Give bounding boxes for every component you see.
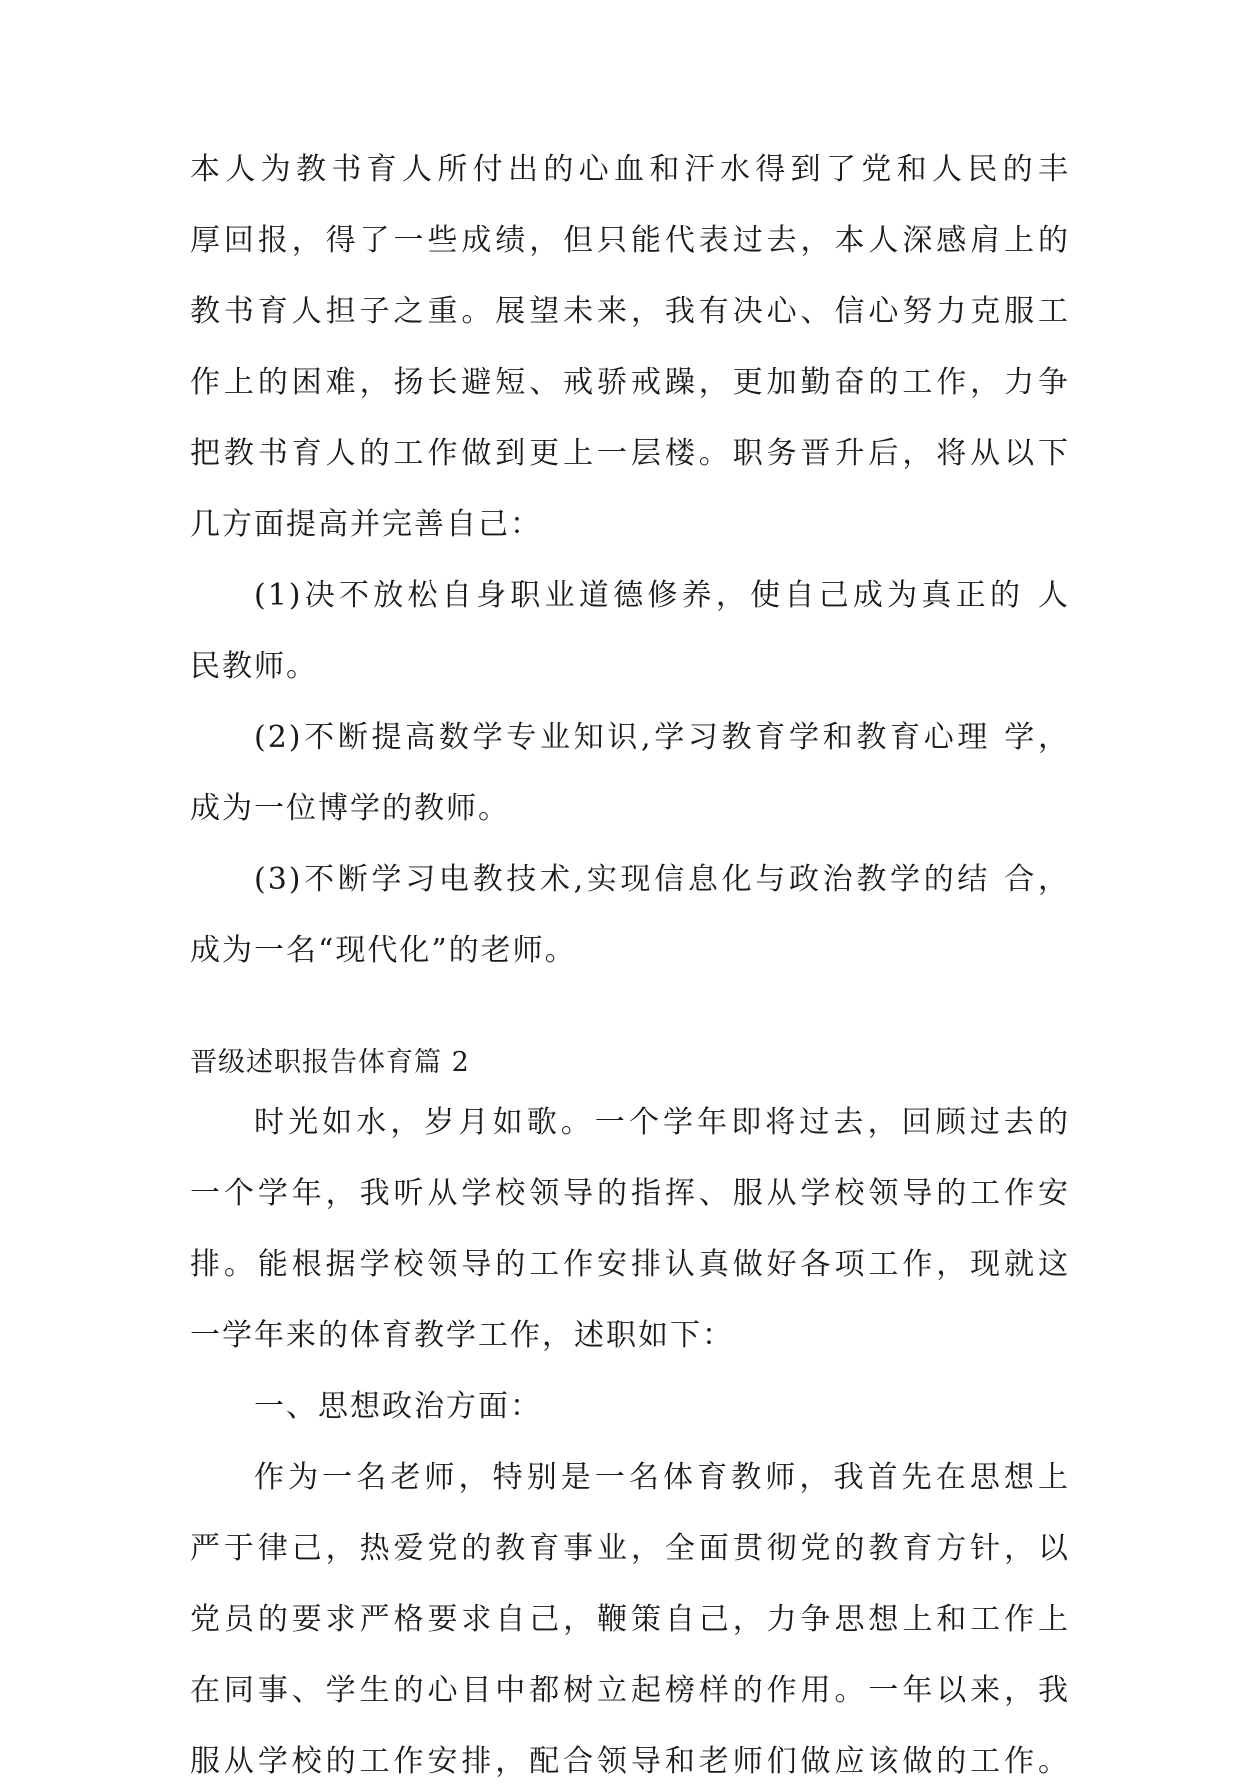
list-item-line: 民教师。 xyxy=(190,649,318,684)
paragraph-line: 教书育人担子之重。展望未来，我有决心、信心努力克服工 xyxy=(190,294,1070,329)
paragraph-line: 在同事、学生的心目中都树立起榜样的作用。一年以来，我 xyxy=(190,1673,1070,1708)
paragraph-line: 党员的要求严格要求自己，鞭策自己，力争思想上和工作上 xyxy=(190,1602,1070,1637)
paragraph-line: 一学年来的体育教学工作，述职如下： xyxy=(190,1318,734,1353)
section-heading: 晋级述职报告体育篇 2 xyxy=(190,1047,470,1078)
paragraph-line: 作上的困难，扬长避短、戒骄戒躁，更加勤奋的工作，力争 xyxy=(190,365,1070,400)
paragraph-line: 一个学年，我听从学校领导的指挥、服从学校领导的工作安 xyxy=(190,1176,1070,1211)
paragraph-line: 时光如水，岁月如歌。一个学年即将过去，回顾过去的 xyxy=(254,1105,1070,1140)
paragraph-line: 几方面提高并完善自己： xyxy=(190,507,542,542)
paragraph-line: 把教书育人的工作做到更上一层楼。职务晋升后，将从以下 xyxy=(190,436,1070,471)
paragraph-line: 厚回报，得了一些成绩，但只能代表过去，本人深感肩上的 xyxy=(190,223,1070,258)
list-item-line: 成为一位博学的教师。 xyxy=(190,791,510,826)
list-item-line: (1)决不放松自身职业道德修养，使自己成为真正的 人 xyxy=(254,578,1070,613)
list-item-line: (2)不断提高数学专业知识,学习教育学和教育心理 学， xyxy=(254,720,1070,755)
paragraph-line: 服从学校的工作安排，配合领导和老师们做应该做的工作。 xyxy=(190,1744,1070,1779)
subheading: 一、思想政治方面： xyxy=(254,1389,542,1424)
paragraph-line: 排。能根据学校领导的工作安排认真做好各项工作，现就这 xyxy=(190,1247,1070,1282)
paragraph-line: 本人为教书育人所付出的心血和汗水得到了党和人民的丰 xyxy=(190,152,1070,187)
paragraph-line: 严于律己，热爱党的教育事业，全面贯彻党的教育方针，以 xyxy=(190,1531,1070,1566)
list-item-line: 成为一名“现代化”的老师。 xyxy=(190,933,577,968)
list-item-line: (3)不断学习电教技术,实现信息化与政治教学的结 合， xyxy=(254,862,1070,897)
paragraph-line: 作为一名老师，特别是一名体育教师，我首先在思想上 xyxy=(254,1460,1070,1495)
